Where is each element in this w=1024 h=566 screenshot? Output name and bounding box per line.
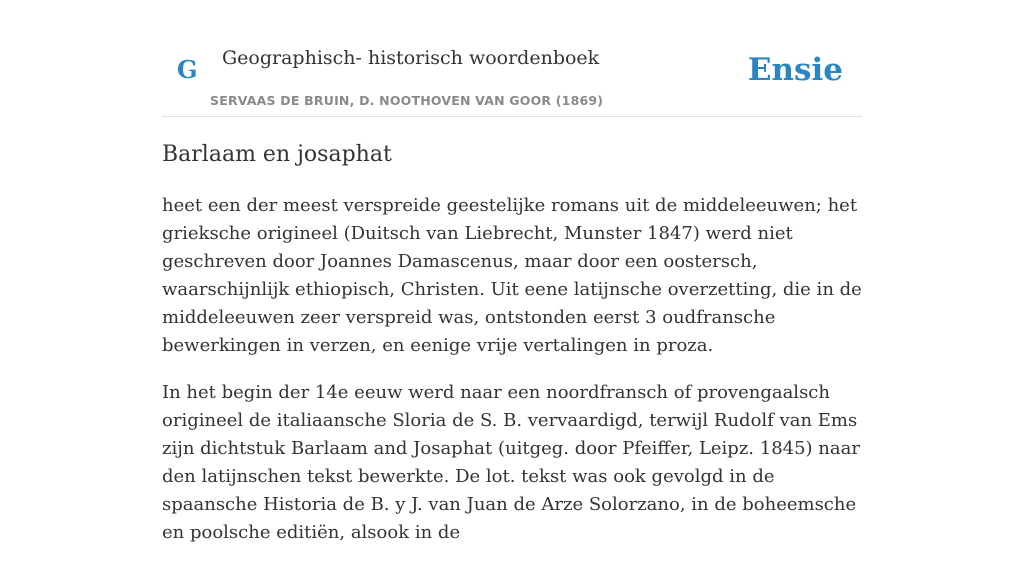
entry-title: Barlaam en josaphat [162, 142, 392, 167]
entry-body [162, 192, 868, 566]
book-header [162, 0, 862, 117]
ensie-logo[interactable]: Ensie [747, 52, 843, 88]
book-authors: SERVAAS DE BRUIN, D. NOOTHOVEN VAN GOOR (1869) [210, 93, 604, 108]
page-container [162, 0, 862, 543]
book-title-link[interactable]: Geographisch- historisch woordenboek [222, 47, 600, 69]
entry-paragraph: heet een der meest verspreide geestelijke romans uit de middeleeuwen; het grieksche origineel (Duitsch van Liebrecht, Munster 1847) werd niet geschreven door Joannes Damascenus, maar door een oostersch, waarschijnlijk ethiopisch, Christen. Uit eene latijnsche overzetting, die in de middeleeuwen zeer verspreid was, ontstonden eerst 3 oudfransche bewerkingen in verzen, en eenige vrije vertalingen in proza. [162, 195, 862, 356]
entry-paragraph: In het begin der 14e eeuw werd naar een noordfransch of provengaalsch origineel de italiaansche Sloria de S. B. vervaardigd, terwijl Rudolf van Ems zijn dichtstuk Barlaam and Josaphat (uitgeg. door Pfeiffer, Leipz. 1845) naar den latijnschen tekst bewerkte. De lot. tekst was ook gevolgd in de spaansche Historia de B. y J. van Juan de Arze Solorzano, in de boheemsche en poolsche editiën, alsook in de [162, 382, 860, 543]
book-logo-icon[interactable]: G [177, 55, 198, 84]
